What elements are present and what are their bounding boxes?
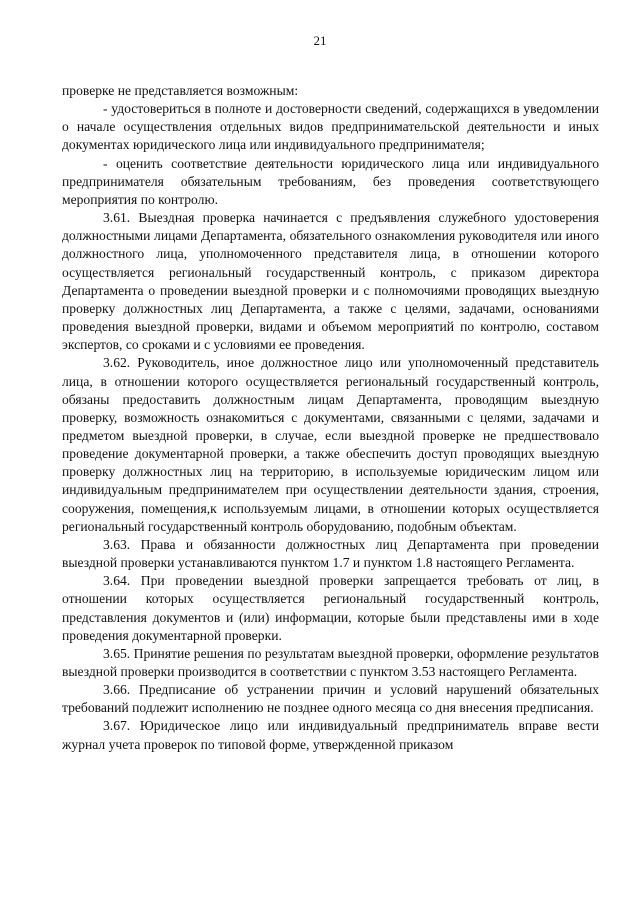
paragraph-continuation: проверке не представляется возможным: — [62, 83, 299, 98]
bullet-item: - удостовериться в полноте и достоверности сведений, содержащихся в уведомлении о начале осуществления отдельных видов предпринимательской деятельности и иных документах юридического лица или индивидуального предпринимателя; — [62, 101, 599, 153]
clause-3-62: 3.62. Руководитель, иное должностное лицо или уполномоченный представитель лица, в отношении которого осуществляется региональный государственный контроль, обязаны предоставить должностным лицам Департамента, проводящим выездную проверку, возможность ознакомиться с документами, связанными с целями, задачами и предметом выездной проверки, в случае, если выездной проверке не предшествовало проведение документарной проверки, а также обеспечить доступ проводящих выездную проверку должностных лиц на территорию, в используемые юридическим лицом или индивидуальным предпринимателем при осуществлении деятельности здания, строения, сооружения, помещения,к используемым лицами, в отношении которых осуществляется региональный государственный контроль оборудованию, подобным объектам. — [62, 355, 599, 534]
clause-3-67: 3.67. Юридическое лицо или индивидуальный предприниматель вправе вести журнал учета проверок по типовой форме, утвержденной приказом — [62, 718, 599, 752]
body-text — [62, 82, 599, 754]
clause-3-61: 3.61. Выездная проверка начинается с предъявления служебного удостоверения должностными лицами Департамента, обязательного ознакомления руководителя или иного должностного лица, уполномоченного представителя лица, в отношении которого осуществляется региональный государственный контроль, с приказом директора Департамента о проведении выездной проверки и с полномочиями проводящих выездную проверку должностных лиц Департамента, а также с целями, задачами, основаниями проведения выездной проверки, видами и объемом мероприятий по контролю, составом экспертов, со сроками и с условиями ее проведения. — [62, 210, 599, 353]
clause-3-64: 3.64. При проведении выездной проверки запрещается требовать от лиц, в отношении которых осуществляется региональный государственный контроль, представления документов и (или) информации, которые были представлены ими в ходе проведения документарной проверки. — [62, 573, 599, 643]
bullet-item: - оценить соответствие деятельности юридического лица или индивидуального предпринимателя обязательным требованиям, без проведения соответствующего мероприятия по контролю. — [62, 155, 599, 207]
clause-3-66: 3.66. Предписание об устранении причин и условий нарушений обязательных требований подлежит исполнению не позднее одного месяца со дня внесения предписания. — [62, 682, 599, 716]
clause-3-65: 3.65. Принятие решения по результатам выездной проверки, оформление результатов выездной проверки производится в соответствии с пунктом 3.53 настоящего Регламента. — [62, 645, 599, 679]
page-number: 21 — [313, 33, 327, 48]
clause-3-63: 3.63. Права и обязанности должностных лиц Департамента при проведении выездной проверки устанавливаются пунктом 1.7 и пунктом 1.8 настоящего Регламента. — [62, 536, 599, 571]
